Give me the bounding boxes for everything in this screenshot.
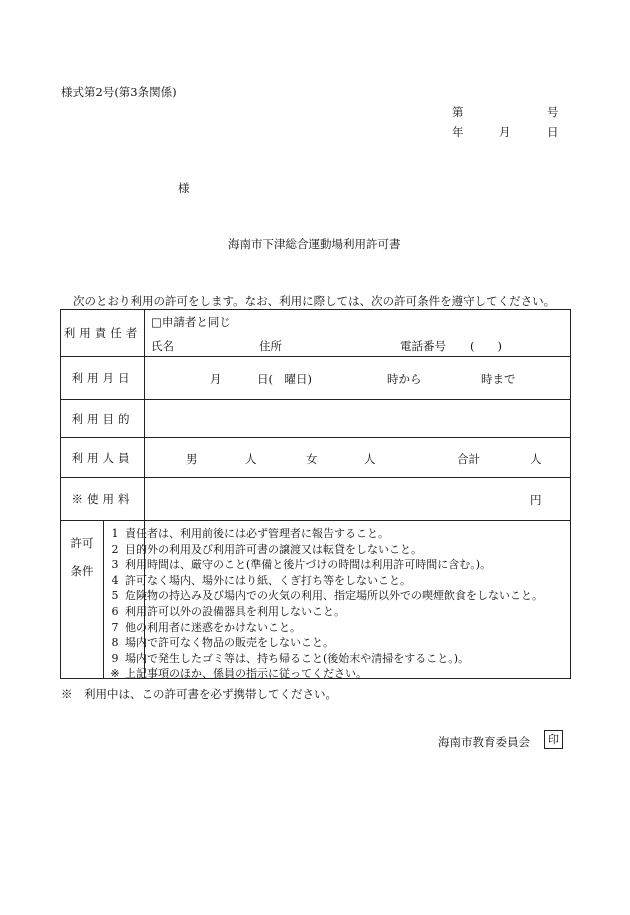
condition-text: 許可なく場内、場外にはり紙、くぎ打ち等をしないこと。 [125,573,411,587]
condition-number: 1 [111,527,119,540]
condition-item [105,666,543,682]
condition-text: 責任者は、利用前後には必ず管理者に報告すること。 [125,527,389,540]
condition-item [105,557,543,573]
fee-cell [145,478,571,521]
responsible-row [61,310,571,357]
intro-text: 次のとおり利用の許可をします。なお、利用に際しては、次の許可条件を遵守してください。 [73,294,556,308]
condition-number: 3 [111,558,119,572]
conditions-label-top: 許可 [70,536,94,550]
purpose-cell[interactable] [145,400,571,438]
time-from-unit: 時から [387,372,422,386]
condition-item [105,573,543,589]
year-label: 年 [452,125,464,139]
condition-text: 上記事項のほか、係員の指示に従ってください。 [125,667,367,681]
condition-text: 利用時間は、厳守のこと(準備と後片づけの時間は利用許可時間に含む。)。 [125,558,492,572]
issuer: 海南市教育委員会 [438,735,530,749]
condition-number: 7 [111,620,119,634]
condition-text: 場内で発生したゴミ等は、持ち帰ること(後始末や清掃をすること。)。 [125,651,470,665]
condition-item [105,588,543,604]
name-label: 氏名 [151,339,174,353]
same-as-applicant-checkbox[interactable]: □申請者と同じ [151,315,231,329]
condition-item [105,620,543,636]
people-row [61,438,571,478]
footer-note: ※ 利用中は、この許可書を必ず携帯してください。 [61,687,337,701]
condition-text: 場内で許可なく物品の販売をしないこと。 [125,636,334,650]
responsible-cell [145,310,571,357]
condition-item [105,651,543,667]
address-label: 住所 [259,339,282,353]
form-code: 様式第2号(第3条関係) [61,85,177,99]
conditions-label-bottom: 条件 [70,564,94,578]
day-label: 日 [547,125,559,139]
condition-text: 利用許可以外の設備器具を利用しないこと。 [125,604,345,618]
addressee-suffix: 様 [178,181,190,195]
number-prefix: 第 [452,105,464,119]
date-label: 利用月日 [61,357,145,400]
male-label: 男 [186,452,198,466]
phone-label: 電話番号 [400,339,446,353]
number-suffix: 号 [547,105,559,119]
condition-number: 4 [111,573,119,587]
total-label: 合計 [457,452,480,466]
responsible-label: 利用責任者 [61,310,145,357]
seal-stamp: 印 [544,730,563,749]
total-unit: 人 [530,452,542,466]
people-label: 利用人員 [61,438,145,478]
condition-number: 5 [111,589,119,603]
document-title: 海南市下津総合運動場利用許可書 [228,237,401,251]
condition-item [105,635,543,651]
time-to-unit: 時まで [481,372,516,386]
condition-item [105,604,543,620]
purpose-row [61,400,571,438]
male-unit: 人 [245,452,257,466]
condition-number: 2 [111,542,119,556]
female-label: 女 [306,452,318,466]
condition-number: 6 [111,604,119,618]
conditions-row [61,521,571,679]
female-unit: 人 [364,452,376,466]
condition-number: ※ [110,667,120,681]
phone-paren: ( ) [470,339,502,353]
condition-number: 9 [111,651,119,665]
conditions-list [110,521,571,681]
condition-text: 危険物の持込み及び場内での火気の利用、指定場所以外での喫煙飲食をしないこと。 [125,589,543,603]
purpose-label: 利用目的 [61,400,145,438]
people-cell [145,438,571,478]
month-unit: 月 [210,372,222,386]
fee-unit: 円 [530,493,542,507]
fee-label: ※使用料 [61,478,145,521]
day-weekday-unit: 日( 曜日) [257,372,312,386]
condition-item [105,526,543,542]
date-row [61,357,571,400]
condition-text: 他の利用者に迷惑をかけないこと。 [125,620,301,634]
condition-number: 8 [111,636,119,650]
condition-item [105,542,543,558]
condition-text: 目的外の利用及び利用許可書の譲渡又は転貸をしないこと。 [125,542,422,556]
fee-row [61,478,571,521]
permit-table [60,309,571,679]
date-cell [145,357,571,400]
month-label: 月 [499,125,511,139]
